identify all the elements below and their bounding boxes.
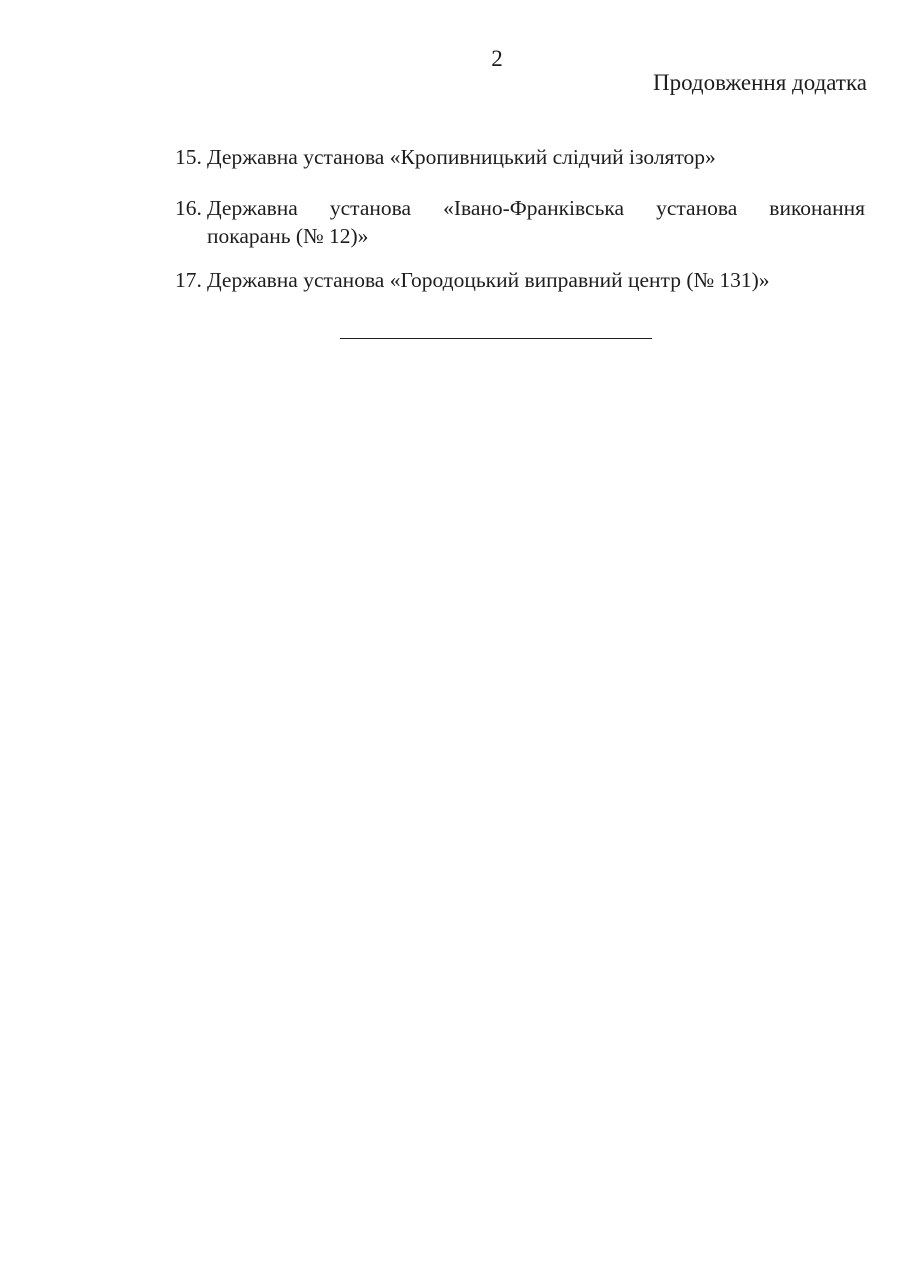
continuation-note: Продовження додатка <box>652 70 867 95</box>
list-item-text <box>207 143 865 171</box>
list-item-text <box>207 194 865 250</box>
institution-name-line-2: покарань (№ 12)» <box>207 224 369 248</box>
page-number: 2 <box>491 46 503 71</box>
institution-name: Державна установа «Кропивницький слідчий ізолятор» <box>207 145 716 169</box>
list-item-17 <box>175 266 865 294</box>
list-item-number: 15. <box>175 145 202 169</box>
list-item-number: 16. <box>175 196 202 220</box>
list-item-15 <box>175 143 865 171</box>
signature-line <box>340 338 652 339</box>
institution-name: Державна установа «Городоцький виправний центр (№ 131)» <box>207 268 770 292</box>
list-item-text <box>207 266 865 294</box>
list-item-16 <box>175 194 865 250</box>
list-item-number: 17. <box>175 268 202 292</box>
institution-name-line-1: Державна установа «Івано-Франківська установа виконання <box>207 196 865 220</box>
